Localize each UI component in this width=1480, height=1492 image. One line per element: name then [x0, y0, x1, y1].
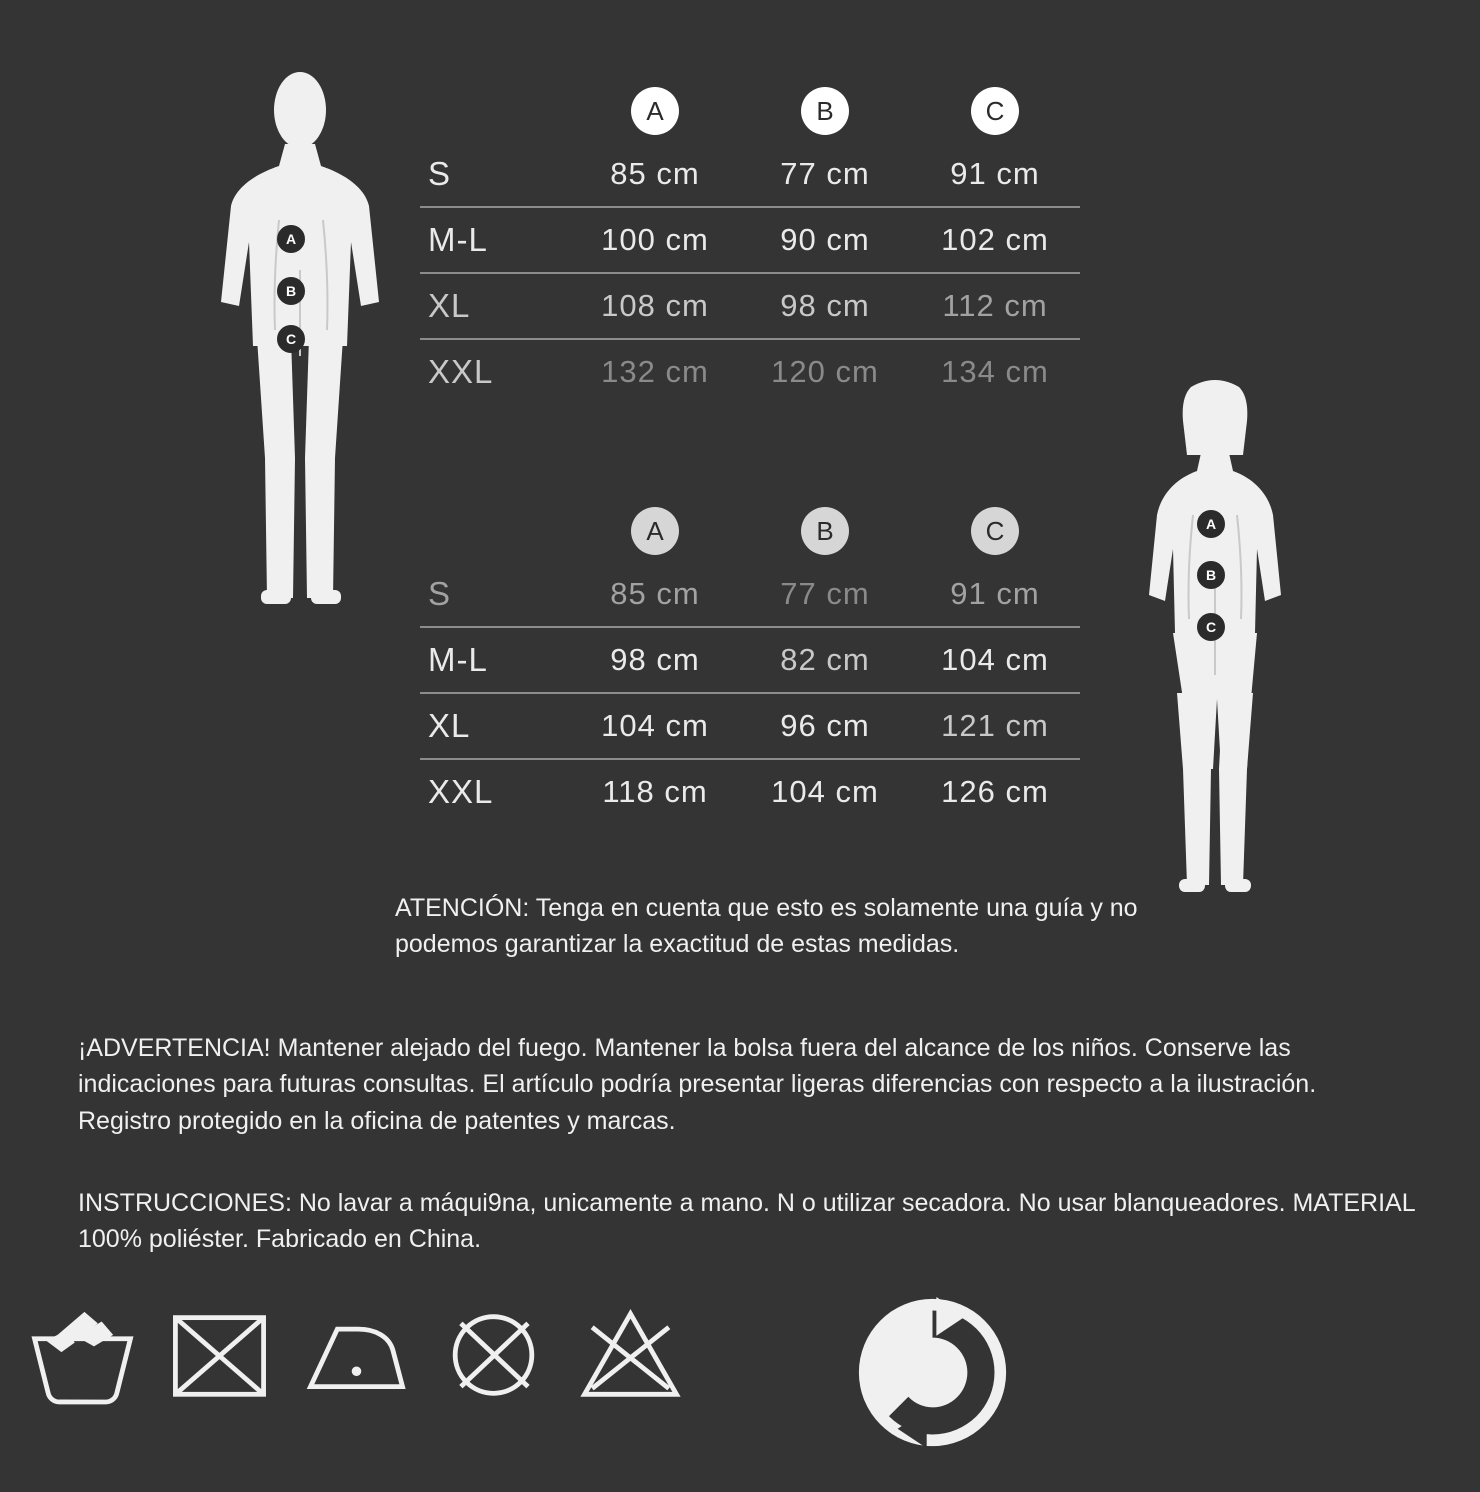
row-size-label: M-L: [428, 641, 488, 678]
table-row: [420, 274, 1080, 340]
table-row: [420, 142, 1080, 208]
table-row: [420, 628, 1080, 694]
size-table-men: [420, 80, 1080, 404]
row-size-label: S: [428, 575, 452, 612]
table-header-row: [420, 500, 1080, 562]
male-point-a-badge: A: [277, 225, 305, 253]
row-value-b: 96 cm: [780, 708, 870, 743]
table-row: [420, 760, 1080, 824]
female-body-figure: [1135, 375, 1295, 905]
row-value-c: 121 cm: [941, 708, 1049, 743]
row-value-a: 108 cm: [601, 288, 709, 323]
row-value-a: 85 cm: [610, 156, 700, 191]
row-value-b: 90 cm: [780, 222, 870, 257]
row-size-label: XXL: [428, 353, 494, 390]
header-c-badge: C: [971, 87, 1019, 135]
green-dot-recycle-icon: [855, 1295, 1010, 1450]
table-row: [420, 340, 1080, 404]
table-row: [420, 208, 1080, 274]
male-point-b-badge: B: [277, 277, 305, 305]
row-value-b: 77 cm: [780, 156, 870, 191]
row-value-c: 112 cm: [942, 288, 1048, 323]
row-value-c: 91 cm: [950, 576, 1040, 611]
header-b-badge: B: [801, 87, 849, 135]
row-value-a: 98 cm: [610, 642, 700, 677]
size-table-women: [420, 500, 1080, 824]
row-value-c: 91 cm: [950, 156, 1040, 191]
row-size-label: XXL: [428, 773, 494, 810]
female-point-b-badge: B: [1197, 561, 1225, 589]
row-value-b: 82 cm: [780, 642, 870, 677]
row-value-c: 134 cm: [941, 354, 1049, 389]
iron-low-heat-icon: [299, 1300, 414, 1410]
row-value-a: 100 cm: [601, 222, 709, 257]
row-value-b: 77 cm: [780, 576, 870, 611]
row-value-b: 104 cm: [771, 774, 879, 809]
header-a-badge: A: [631, 507, 679, 555]
warning-text: ¡ADVERTENCIA! Mantener alejado del fuego. Mantener la bolsa fuera del alcance de los niños. Conserve las indicaciones para futuras consultas. El artículo podría presentar ligeras diferencias con respecto a la ilustración. Registro protegido en la oficina de patentes y marcas.: [78, 1034, 1317, 1135]
male-body-figure: [205, 70, 395, 610]
header-b-badge: B: [801, 507, 849, 555]
row-size-label: M-L: [428, 221, 488, 258]
row-value-b: 120 cm: [771, 354, 879, 389]
row-value-a: 104 cm: [601, 708, 709, 743]
header-c-cell: [910, 507, 1080, 555]
instructions-text: INSTRUCCIONES: No lavar a máqui9na, unicamente a mano. N o utilizar secadora. No usar blanqueadores. MATERIAL 100% poliéster. Fabricado en China.: [78, 1189, 1415, 1254]
attention-note: ATENCIÓN: Tenga en cuenta que esto es solamente una guía y no podemos garantizar la exactitud de estas medidas.: [395, 894, 1138, 959]
header-c-badge: C: [971, 507, 1019, 555]
hand-wash-icon: [25, 1300, 140, 1410]
row-value-c: 126 cm: [941, 774, 1049, 809]
row-value-a: 85 cm: [610, 576, 700, 611]
female-point-a-badge: A: [1197, 510, 1225, 538]
header-c-cell: [910, 87, 1080, 135]
table-row: [420, 562, 1080, 628]
do-not-bleach-icon: [573, 1300, 688, 1410]
female-point-c-badge: C: [1197, 613, 1225, 641]
row-value-a: 132 cm: [601, 354, 709, 389]
do-not-tumble-dry-icon: [162, 1300, 277, 1410]
table-header-row: [420, 80, 1080, 142]
row-value-c: 104 cm: [941, 642, 1049, 677]
row-value-a: 118 cm: [602, 774, 708, 809]
row-size-label: XL: [428, 707, 471, 744]
header-b-cell: [740, 87, 910, 135]
row-value-c: 102 cm: [941, 222, 1049, 257]
table-row: [420, 694, 1080, 760]
care-symbols-row: [25, 1300, 688, 1410]
do-not-dry-clean-icon: [436, 1300, 551, 1410]
header-b-cell: [740, 507, 910, 555]
row-size-label: S: [428, 155, 452, 192]
male-point-c-badge: C: [277, 325, 305, 353]
row-value-b: 98 cm: [780, 288, 870, 323]
header-a-badge: A: [631, 87, 679, 135]
header-a-cell: [570, 507, 740, 555]
row-size-label: XL: [428, 287, 471, 324]
header-a-cell: [570, 87, 740, 135]
